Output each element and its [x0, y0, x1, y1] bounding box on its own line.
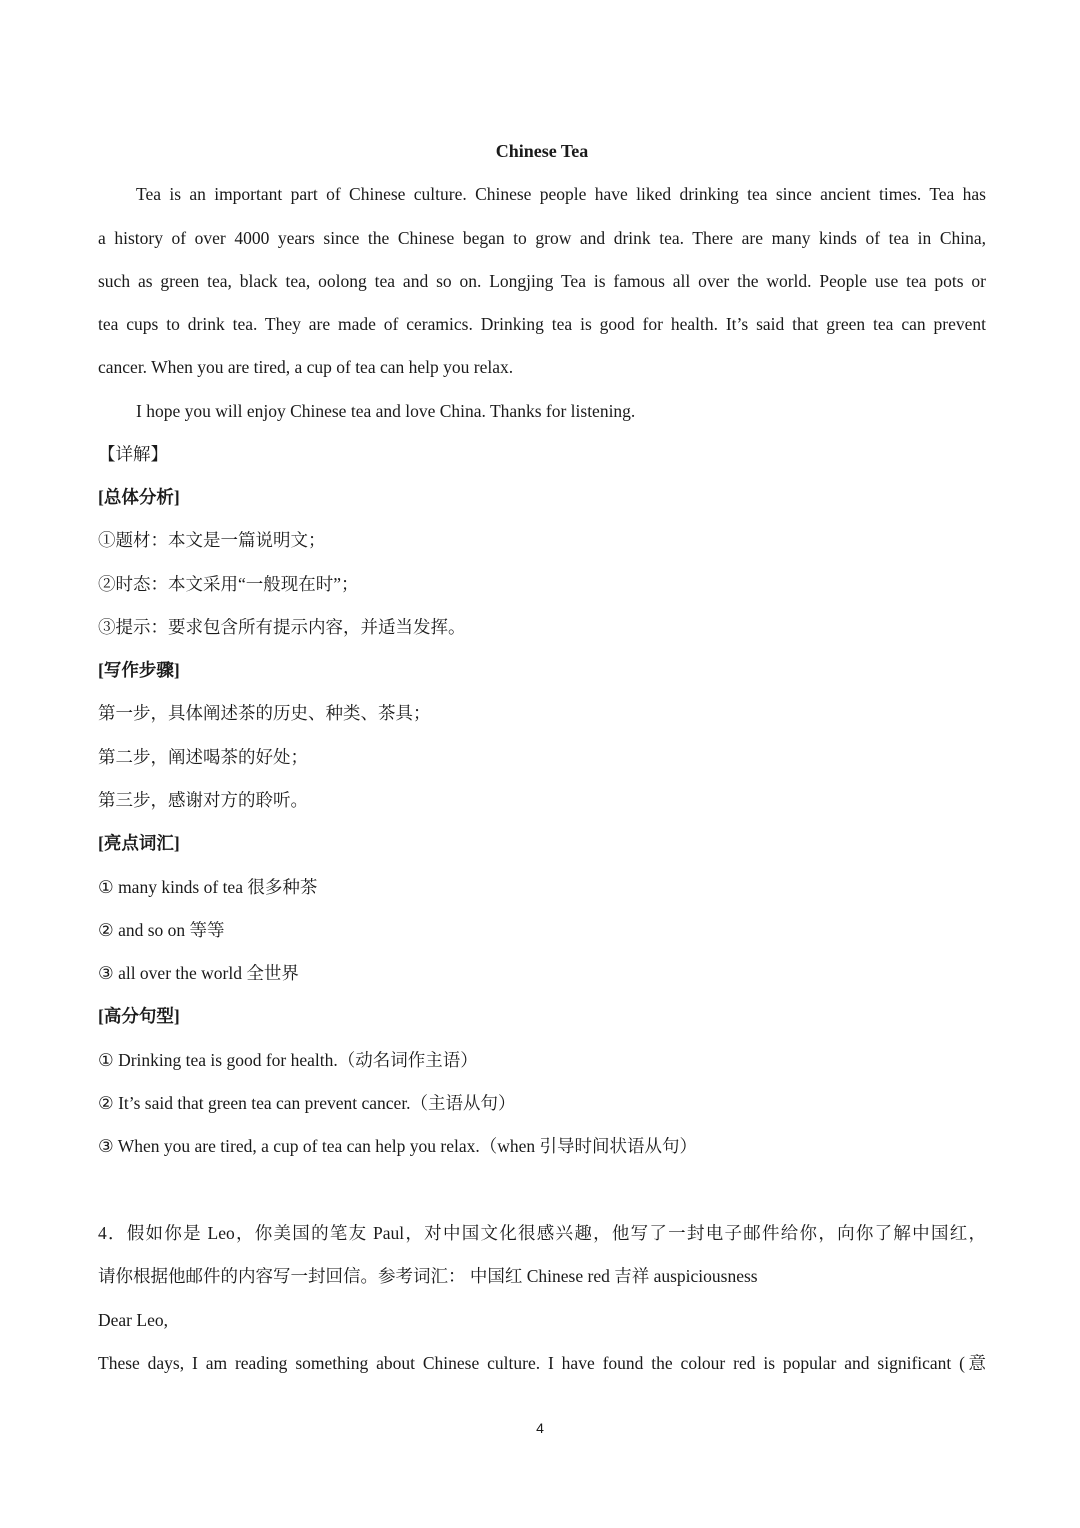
writing-step-item: 第三步，感谢对方的聆听。 [98, 790, 308, 810]
essay-paragraph1-line: a history of over 4000 years since the Chinese began to grow and drink tea. There are many kinds of tea in China, [98, 228, 986, 248]
question4-prompt-line: 请你根据他邮件的内容写一封回信。参考词汇： 中国红 Chinese red 吉祥 auspiciousness [98, 1266, 758, 1286]
essay-paragraph2: I hope you will enjoy Chinese tea and love China. Thanks for listening. [136, 401, 636, 421]
overall-analysis-item: ③提示：要求包含所有提示内容，并适当发挥。 [98, 617, 466, 637]
sentences-heading: [高分句型] [98, 1006, 180, 1026]
writing-step-item: 第一步，具体阐述茶的历史、种类、茶具； [98, 703, 431, 723]
writing-steps-heading: [写作步骤] [98, 660, 180, 680]
essay-paragraph1-line: such as green tea, black tea, oolong tea and so on. Longjing Tea is famous all over the world. People use tea pots or [98, 271, 986, 291]
page-number: 4 [536, 1420, 544, 1436]
essay-paragraph1-line: cancer. When you are tired, a cup of tea can help you relax. [98, 357, 514, 377]
writing-step-item: 第二步，阐述喝茶的好处； [98, 747, 308, 767]
letter-body-line: These days, I am reading something about Chinese culture. I have found the colour red is popular and significant (意 [98, 1353, 986, 1373]
essay-paragraph1-line: Tea is an important part of Chinese culture. Chinese people have liked drinking tea since ancient times. Tea has [136, 184, 986, 204]
sentence-item: ① Drinking tea is good for health.（动名词作主语） [98, 1050, 478, 1070]
overall-analysis-item: ①题材：本文是一篇说明文； [98, 530, 326, 550]
vocab-item: ③ all over the world 全世界 [98, 963, 299, 983]
vocab-heading: [亮点词汇] [98, 833, 180, 853]
vocab-item: ① many kinds of tea 很多种茶 [98, 877, 318, 897]
essay-paragraph1-line: tea cups to drink tea. They are made of ceramics. Drinking tea is good for health. It’s said that green tea can prevent [98, 314, 986, 334]
letter-salutation: Dear Leo, [98, 1310, 168, 1330]
sentence-item: ② It’s said that green tea can prevent cancer.（主语从句） [98, 1093, 516, 1113]
sentence-item: ③ When you are tired, a cup of tea can help you relax.（when 引导时间状语从句） [98, 1136, 698, 1156]
question4-prompt-line: 4．假如你是 Leo，你美国的笔友 Paul，对中国文化很感兴趣，他写了一封电子邮件给你，向你了解中国红， [98, 1223, 986, 1243]
overall-analysis-heading: [总体分析] [98, 487, 180, 507]
overall-analysis-item: ②时态：本文采用“一般现在时”； [98, 574, 359, 594]
vocab-item: ② and so on 等等 [98, 920, 225, 940]
essay-title: Chinese Tea [495, 141, 589, 161]
explanation-heading: 【详解】 [98, 444, 168, 464]
